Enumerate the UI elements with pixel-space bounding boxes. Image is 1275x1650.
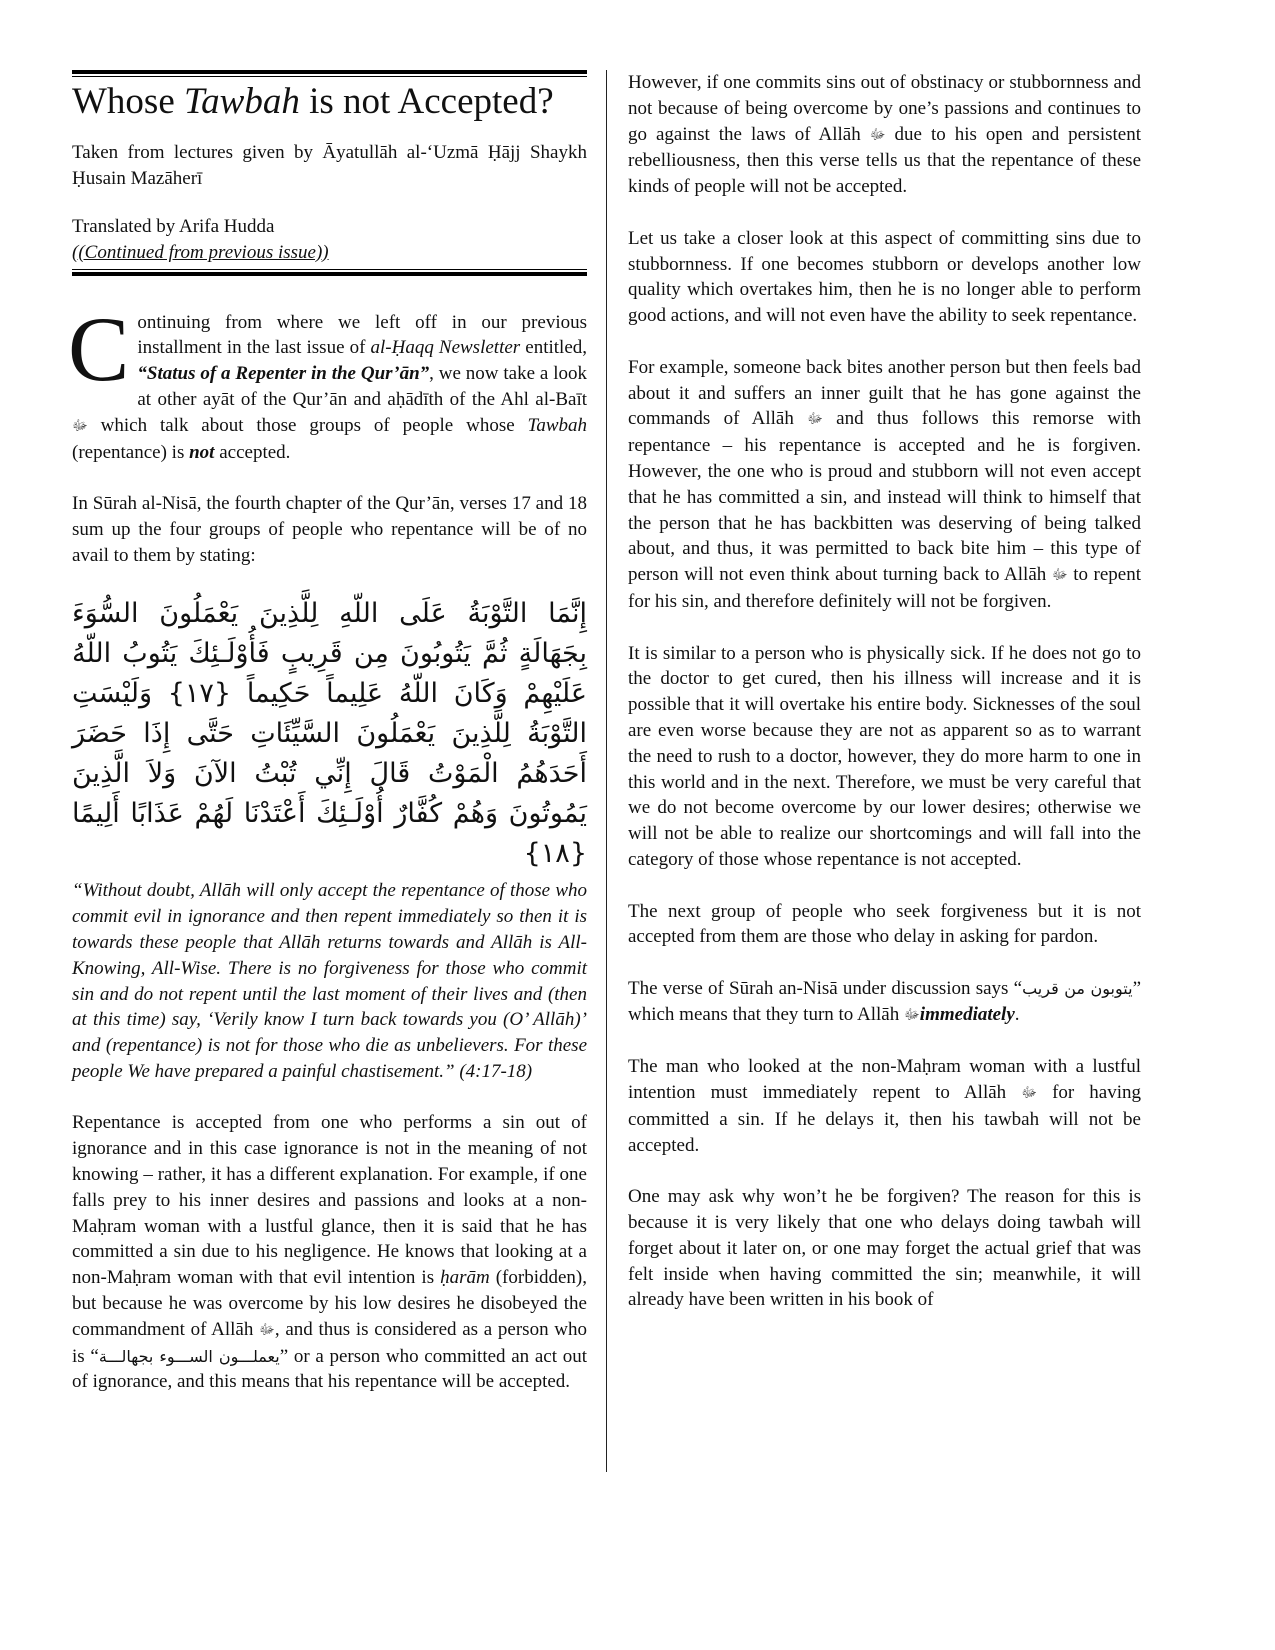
intro-text-2: entitled, xyxy=(520,337,587,359)
article-title xyxy=(72,81,587,124)
verse-discussion-paragraph xyxy=(628,976,1141,1029)
title-pre: Whose xyxy=(72,81,184,122)
honorific-icon: ﷻ xyxy=(807,412,823,428)
backbiting-text-1: For example, someone back bites another person but then feels bad about it and suffers an inner guilt that he has gone against the commands of Allāh xyxy=(628,356,1141,430)
intro-paragraph xyxy=(68,297,588,466)
left-column xyxy=(68,70,588,1421)
stubbornness-paragraph: Let us take a closer look at this aspect of committing sins due to stubbornness. If one becomes stubborn or develops another low quality which overtakes him, then he is no longer able to perform good actions, and will not even have the ability to seek repentance. xyxy=(628,227,1141,327)
honorific-icon: ﷻ xyxy=(1021,1086,1038,1102)
intro-text-5: (repentance) is xyxy=(72,441,190,463)
non-mahram-text-2: for having committed a sin. If he delays it, then his tawbah will not be accepted. xyxy=(628,1082,1141,1156)
quran-verse-arabic: إِنَّمَا التَّوْبَةُ عَلَى اللّهِ لِلَّذِينَ يَعْمَلُونَ السُّوَءَ بِجَهَالَةٍ ثُمَّ يَتُوبُونَ مِن قَرِيبٍ فَأُوْلَـئِكَ يَتُوبُ اللّهُ عَلَيْهِمْ وَكَانَ اللّهُ عَلِيماً حَكِيماً {١٧} وَلَيْسَتِ التَّوْبَةُ لِلَّذِينَ يَعْمَلُونَ السَّيِّئَاتِ حَتَّى إِذَا حَضَرَ أَحَدَهُمُ الْمَوْتُ قَالَ إِنِّي تُبْتُ الآنَ وَلاَ الَّذِينَ يَمُوتُونَ وَهُمْ كُفَّارٌ أُوْلَـئِكَ أَعْتَدْنَا لَهُمْ عَذَابًا أَلِيمًا {١٨} xyxy=(72,598,587,870)
newsletter-name: al-Ḥaqq Newsletter xyxy=(370,337,521,359)
haram-term: ḥarām xyxy=(440,1267,490,1289)
forgiveness-question-paragraph: One may ask why won’t he be forgiven? The reason for this is because it is very likely that one who delays doing tawbah will forget about it later on, or one may forget the actual grief that was felt inside when having committed the sin; meanwhile, it will already have been written in his book of xyxy=(628,1186,1141,1311)
article-reference: “Status of a Repenter in the Qur’ān” xyxy=(137,363,430,385)
intro-text-3: , we now take a look at other ayāt of the Qur’ān and aḥādīth of the Ahl al-Baīt xyxy=(137,363,588,410)
continued-note: ((Continued from previous issue)) xyxy=(72,241,329,263)
surah-intro-paragraph: In Sūrah al-Nisā, the fourth chapter of the Qur’ān, verses 17 and 18 sum up the four groups of people who repentance will be of no avail to them by stating: xyxy=(72,493,587,566)
honorific-icon: ﷻ xyxy=(259,1322,275,1338)
non-mahram-text-1: The man who looked at the non-Maḥram woman with a lustful intention must immediately repent to Allāh xyxy=(628,1056,1141,1104)
arabic-phrase: يعملـــون الســـوء بجهالـــة xyxy=(98,1346,280,1366)
header-rule-top xyxy=(72,70,587,77)
translator-credit: Translated by Arifa Hudda xyxy=(72,215,275,237)
intro-text-6: accepted. xyxy=(214,441,291,463)
verse-translation: “Without doubt, Allāh will only accept the repentance of those who commit evil in ignorance and then repent immediately so then it is towards these people that Allāh returns towards and Allāh is All-Knowing, All-Wise. There is no forgiveness for those who commit sin and do not repent until the last moment of their lives and (then at this time) say, ‘Verily know I turn back towards you (O’ Allāh)’ and (repentance) is not for those who die as unbelievers. For these people We have prepared a painful chastisement.” (4:17-18) xyxy=(72,880,587,1082)
honorific-icon: ﷻ xyxy=(72,418,88,434)
verse-text-1: The verse of Sūrah an-Nisā under discussion says “ xyxy=(628,977,1023,999)
obstinacy-paragraph xyxy=(628,70,1141,200)
verse-text-3: . xyxy=(1014,1003,1020,1025)
ignorance-text-2: (forbidden), but because he was overcome by his low desires he disobeyed the commandment of Allāh xyxy=(72,1267,588,1340)
sickness-paragraph: It is similar to a person who is physically sick. If he does not go to the doctor to get cured, then his illness will increase and it is possible that it will overtake his entire body. Sicknesses of the soul are even worse because they are not as apparent so as to warrant the need to rush to a doctor, however, they do more harm to one in this world and in the next. Therefore, we must be very careful that we do not become overcome by our lower desires; otherwise we will not be able to realize our shortcomings and will fall into the category of those whose repentance is not accepted. xyxy=(628,642,1141,870)
honorific-icon: ﷻ xyxy=(1051,568,1068,584)
honorific-icon: ﷻ xyxy=(869,127,886,143)
arabic-phrase: يتوبون من قريب xyxy=(1022,978,1133,998)
ignorance-text-1: Repentance is accepted from one who performs a sin out of ignorance and in this case ignorance is not in the meaning of not knowing – rather, it has a different explanation. For example, if one falls prey to his inner desires and passions and looks at a non-Maḥram woman with a lustful glance, then it is said that he has committed a sin due to his negligence. He knows that looking at a non-Maḥram woman with that evil intention is xyxy=(72,1112,587,1289)
backbiting-paragraph xyxy=(628,355,1141,615)
intro-text-1: ontinuing from where we left off in our previous installment in the last issue of xyxy=(137,311,587,359)
intro-text-4: which talk about those groups of people whose xyxy=(87,414,528,436)
title-post: is not Accepted? xyxy=(299,81,554,122)
right-column xyxy=(628,70,1141,1339)
obstinacy-text-2: due to his open and persistent rebelliousness, then this verse tells us that the repentance of these kinds of people will not be accepted. xyxy=(628,123,1141,198)
header-rule-bottom xyxy=(72,269,587,276)
not-emphasis: not xyxy=(189,441,215,463)
verse-text-2: ” which means that they turn to Allāh xyxy=(628,977,1141,1025)
ignorance-text-4: ” or a person who committed an act out of ignorance, and this means that his repentance will be accepted. xyxy=(72,1345,587,1393)
non-mahram-paragraph xyxy=(628,1054,1141,1158)
obstinacy-text-1: However, if one commits sins out of obstinacy or stubbornness and not because of being overcome by one’s passions and continues to go against the laws of Allāh xyxy=(628,72,1141,145)
title-italic: Tawbah xyxy=(184,81,300,122)
backbiting-text-3: to repent for his sin, and therefore definitely will not be forgiven. xyxy=(628,564,1141,612)
byline: Taken from lectures given by Āyatullāh al-‘Uzmā Ḥājj Shaykh Ḥusain Mazāherī xyxy=(72,141,587,189)
delay-paragraph: The next group of people who seek forgiveness but it is not accepted from them are those who delay in asking for pardon. xyxy=(628,900,1141,948)
ignorance-paragraph xyxy=(72,1110,587,1395)
drop-cap: C xyxy=(68,297,130,400)
column-divider xyxy=(606,70,607,1472)
ignorance-text-3: , and thus is considered as a person who is “ xyxy=(72,1318,588,1367)
immediately-emphasis: immediately xyxy=(919,1003,1015,1025)
tawbah-term: Tawbah xyxy=(527,414,587,436)
backbiting-text-2: and thus follows this remorse with repentance – his repentance is accepted and he is forgiven. However, the one who is proud and stubborn will not even accept that he has committed a sin, and instead will think to himself that the person that he has backbitten was deserving of being talked about, and thus, it was permitted to back bite him – this type of person will not even think about turning back to Allāh xyxy=(628,408,1141,586)
honorific-icon: ﷻ xyxy=(903,1007,920,1023)
